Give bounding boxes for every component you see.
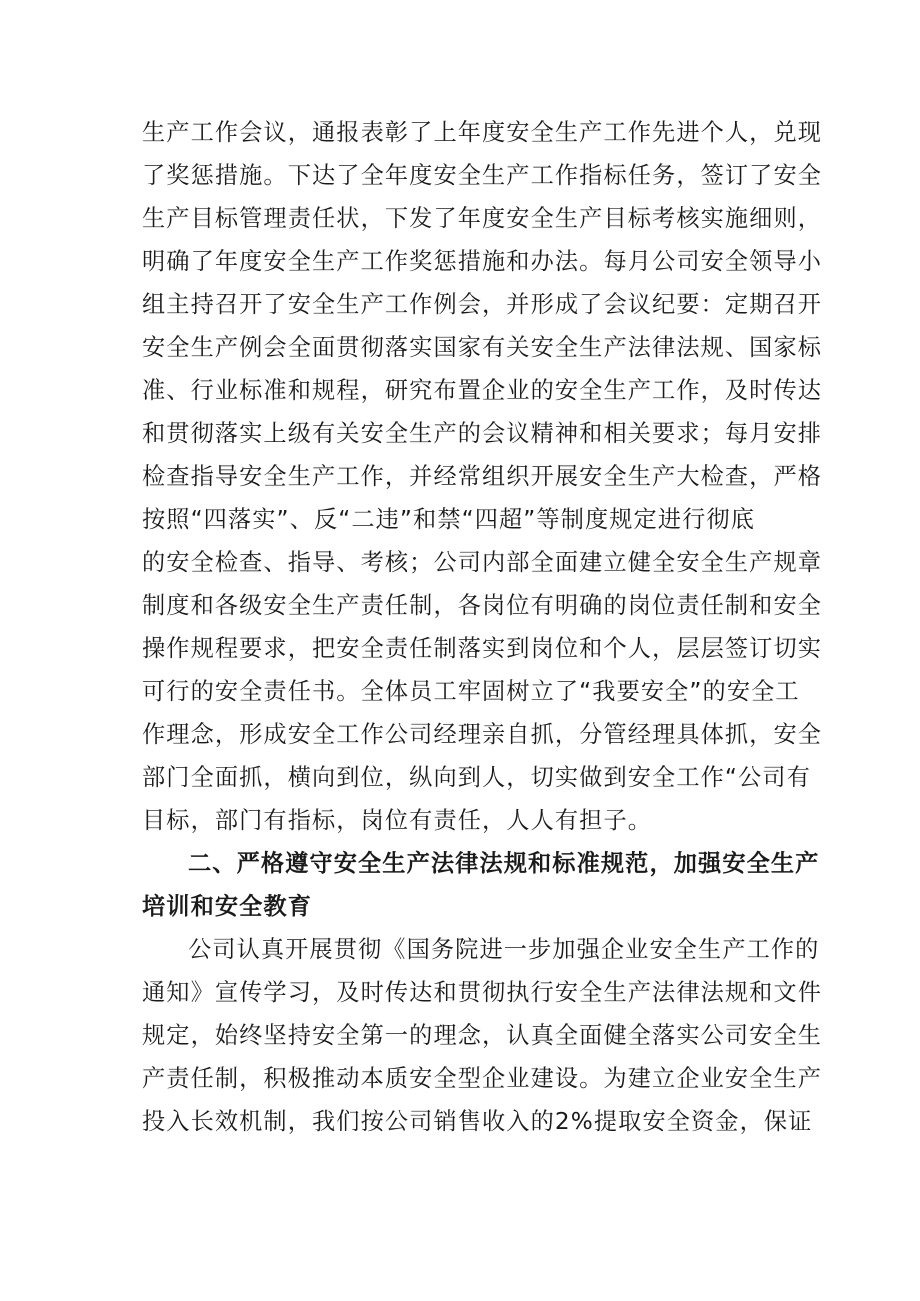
body-line: 组主持召开了安全生产工作例会，并形成了会议纪要：定期召开 [142, 291, 823, 318]
body-line: 制度和各级安全生产责任制，各岗位有明确的岗位责任制和安全 [142, 592, 823, 619]
body-line: 明确了年度安全生产工作奖惩措施和办法。每月公司安全领导小 [142, 248, 823, 275]
body-line: 和贯彻落实上级有关安全生产的会议精神和相关要求；每月安排 [142, 420, 823, 447]
body-line: 目标，部门有指标，岗位有责任，人人有担子。 [142, 807, 653, 834]
body-line: 了奖惩措施。下达了全年度安全生产工作指标任务，签订了安全 [142, 162, 823, 189]
body-line: 生产目标管理责任状，下发了年度安全生产目标考核实施细则， [142, 205, 823, 232]
body-line: 生产工作会议，通报表彰了上年度安全生产工作先进个人，兑现 [142, 119, 823, 146]
body-line: 作理念，形成安全工作公司经理亲自抓，分管经理具体抓，安全 [142, 721, 823, 748]
body-line: 准、行业标准和规程，研究布置企业的安全生产工作，及时传达 [142, 377, 823, 404]
section-heading: 二、严格遵守安全生产法律法规和标准规范，加强安全生产 [188, 850, 820, 877]
body-line: 按照“四落实”、反“二违”和禁“四超”等制度规定进行彻底 [142, 506, 755, 533]
body-line: 的安全检查、指导、考核；公司内部全面建立健全安全生产规章 [142, 549, 823, 576]
body-line: 检查指导安全生产工作，并经常组织开展安全生产大检查，严格 [142, 463, 823, 490]
section-heading: 培训和安全教育 [142, 893, 313, 920]
body-line: 公司认真开展贯彻《国务院进一步加强企业安全生产工作的 [188, 936, 820, 963]
body-line: 投入长效机制，我们按公司销售收入的2%提取安全资金，保证 [142, 1108, 813, 1135]
body-line: 产责任制，积极推动本质安全型企业建设。为建立企业安全生产 [142, 1065, 823, 1092]
body-line: 操作规程要求，把安全责任制落实到岗位和个人，层层签订切实 [142, 635, 823, 662]
body-line: 通知》宣传学习，及时传达和贯彻执行安全生产法律法规和文件 [142, 979, 823, 1006]
body-line: 部门全面抓，横向到位，纵向到人，切实做到安全工作“公司有 [142, 764, 811, 791]
body-line: 可行的安全责任书。全体员工牢固树立了“我要安全”的安全工 [142, 678, 800, 705]
body-line: 安全生产例会全面贯彻落实国家有关安全生产法律法规、国家标 [142, 334, 823, 361]
body-line: 规定，始终坚持安全第一的理念，认真全面健全落实公司安全生 [142, 1022, 823, 1049]
